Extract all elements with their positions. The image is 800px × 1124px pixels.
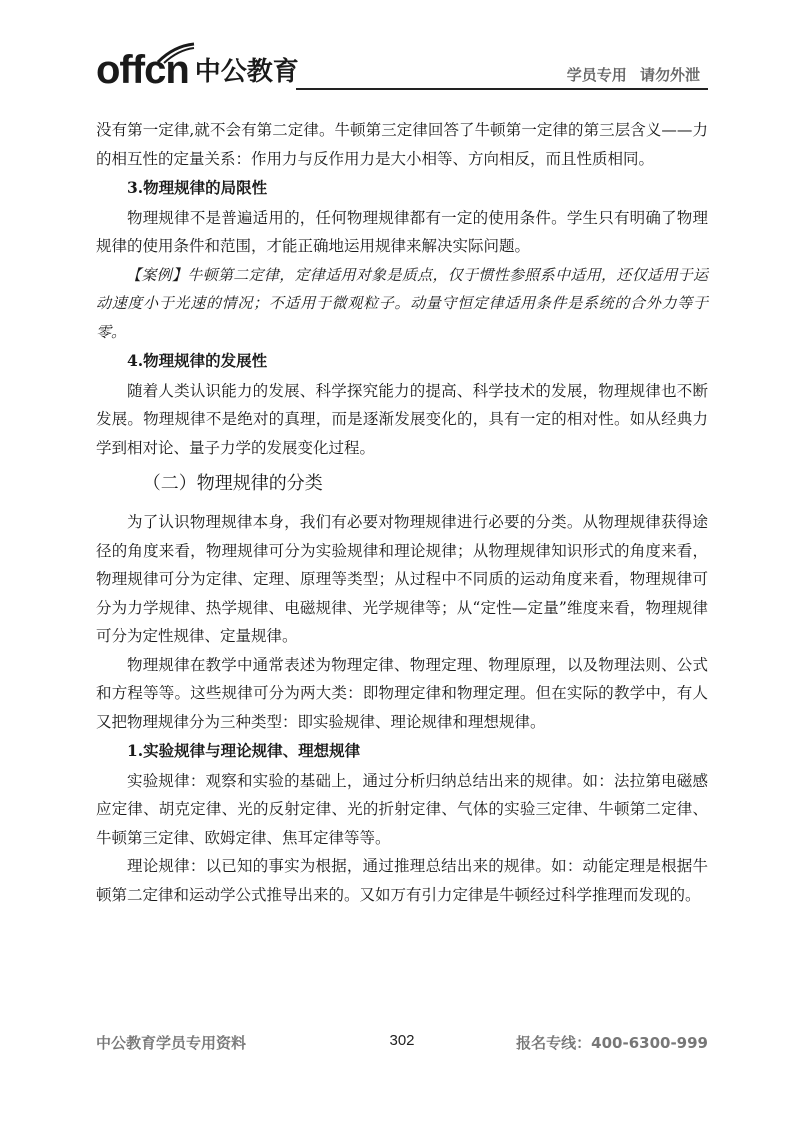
paragraph: 为了认识物理规律本身，我们有必要对物理规律进行必要的分类。从物理规律获得途径的角度来看，物理规律可分为实验规律和理论规律；从物理规律知识形式的角度来看，物理规律可分为定律、定理、原理等类型；从过程中不同质的运动角度来看，物理规律可分为力学规律、热学规律、电磁规律、光学规律等；从“定性—定量”维度来看，物理规律可分为定性规律、定量规律。 [96,513,708,645]
footer-label: 中公教育学员专用资料 [96,1034,247,1052]
paragraph: 实验规律：观察和实验的基础上，通过分析归纳总结出来的规律。如：法拉第电磁感应定律、胡克定律、光的反射定律、光的折射定律、气体的实验三定律、牛顿第二定律、牛顿第三定律、欧姆定律、焦耳定律等等。 [96,771,708,847]
offcn-logo [96,38,299,92]
section-heading: 1.实验规律与理论规律、理想规律 [127,741,361,760]
page-header [96,38,708,92]
logo-mark: offcn [96,48,189,92]
paragraph: 随着人类认识能力的发展、科学探究能力的提高、科学技术的发展，物理规律也不断发展。物理规律不是绝对的真理，而是逐渐发展变化的，具有一定的相对性。如从经典力学到相对论、量子力学的发展变化过程。 [96,381,708,457]
case-paragraph: 【案例】牛顿第二定律，定律适用对象是质点，仅于惯性参照系中适用，还仅适用于运动速度小于光速的情况；不适用于微观粒子。动量守恒定律适用条件是系统的合外力等于零。 [96,265,708,341]
paragraph: 物理规律不是普遍适用的，任何物理规律都有一定的使用条件。学生只有明确了物理规律的使用条件和范围，才能正确地运用规律来解决实际问题。 [96,208,708,255]
section-heading: 4.物理规律的发展性 [127,351,268,370]
paragraph: 物理规律在教学中通常表述为物理定律、物理定理、物理原理，以及物理法则、公式和方程等等。这些规律可分为两大类：即物理定律和物理定理。但在实际的教学中，有人又把物理规律分为三种类型：即实验规律、理论规律和理想规律。 [96,655,708,731]
header-tag: 学员专用 请勿外泄 [566,66,700,84]
page-footer [96,1032,708,1056]
swoosh-icon [156,42,196,64]
section-heading: 3.物理规律的局限性 [127,178,268,197]
paragraph: 理论规律：以已知的事实为根据，通过推理总结出来的规律。如：动能定理是根据牛顿第二定律和运动学公式推导出来的。又如万有引力定律是牛顿经过科学推理而发现的。 [96,857,708,904]
paragraph: 没有第一定律,就不会有第二定律。牛顿第三定律回答了牛顿第一定律的第三层含义——力的相互性的定量关系：作用力与反作用力是大小相等、方向相反，而且性质相同。 [96,121,708,168]
chapter-heading: （二）物理规律的分类 [142,473,323,494]
page-number: 302 [389,1032,415,1049]
page-content [96,116,708,909]
header-divider [296,88,708,90]
hotline: 报名专线：400-6300-999 [516,1034,708,1052]
logo-text: 中公教育 [194,57,299,87]
